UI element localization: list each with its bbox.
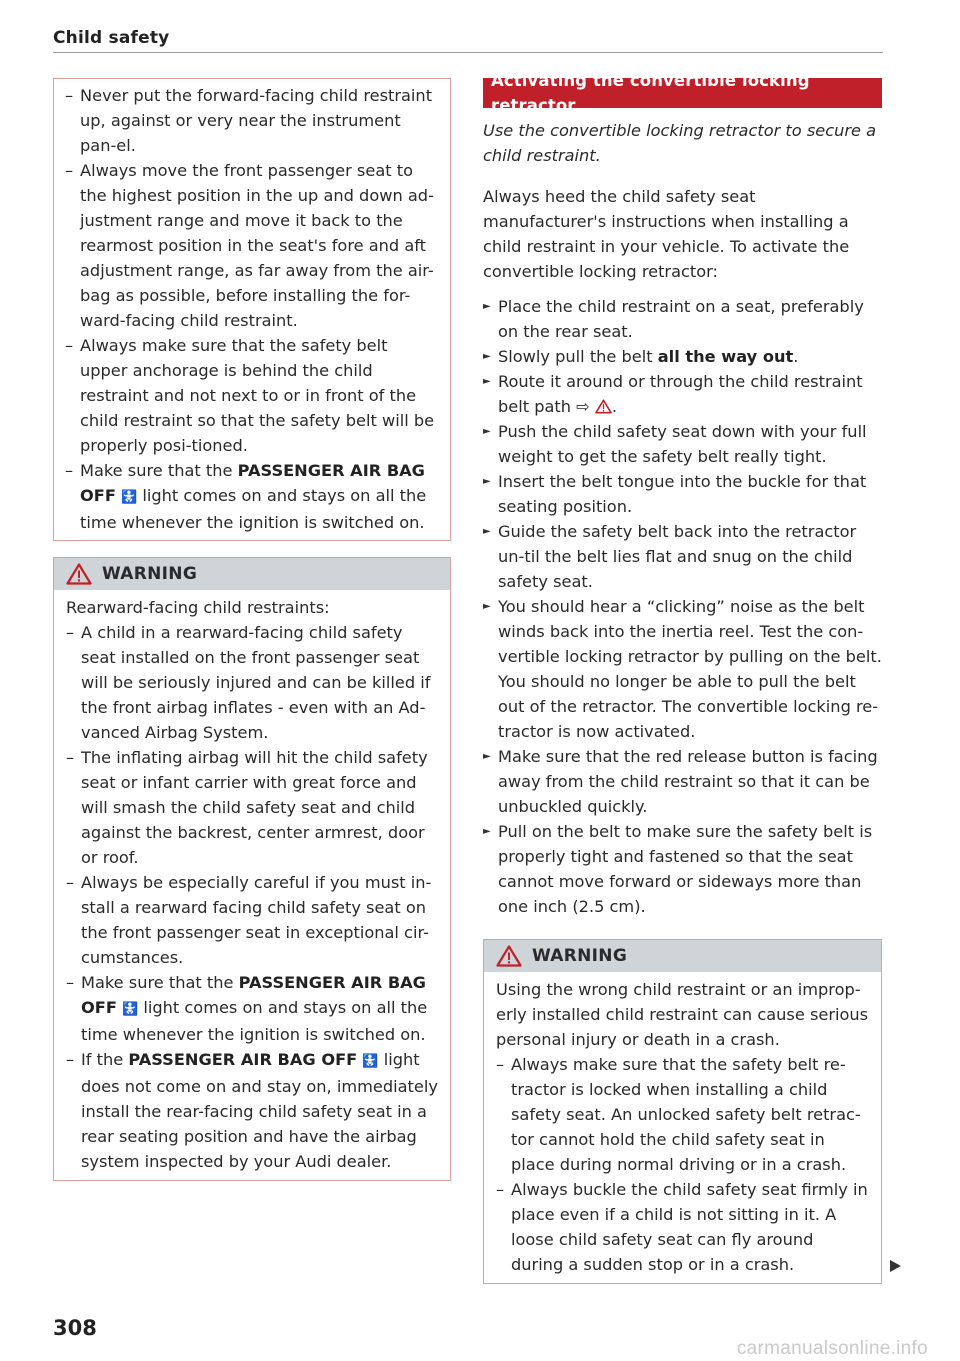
warning-header (54, 558, 450, 590)
watermark: carmanualsonline.info (736, 1338, 928, 1359)
step-item: ► Pull on the belt to make sure the safety belt is properly tight and fastened so that the seat cannot move forward or sideways more than one inch (2.5 cm). (483, 819, 882, 919)
list-item: – Always make sure that the safety belt re-tractor is locked when installing a child safety seat. An unlocked safety belt retrac-tor cannot hold the child safety seat in place during normal driving or in a crash. (496, 1052, 869, 1177)
left-column (53, 78, 451, 1181)
list-item: – Always buckle the child safety seat firmly in place even if a child is not sitting in it. A loose child safety seat can fly around during a sudden stop or in a crash. (496, 1177, 869, 1277)
step-item: ► Push the child safety seat down with your full weight to get the safety belt really tight. (483, 419, 882, 469)
warning-intro: Rearward-facing child restraints: (66, 598, 330, 617)
airbag-off-label: PASSENGER AIR BAG OFF (128, 1050, 358, 1069)
list-item: – Never put the forward-facing child restraint up, against or very near the instrument pan-el. (65, 83, 438, 158)
section-intro: Use the convertible locking retractor to secure a child restraint. (483, 121, 877, 165)
airbag-off-label: PASSENGER AIR BAG OFF (80, 461, 425, 505)
airbag-off-label: PASSENGER AIR BAG OFF (81, 973, 426, 1017)
step-item: ► Make sure that the red release button is facing away from the child restraint so that it can be unbuckled quickly. (483, 744, 882, 819)
list-item: – Always make sure that the safety belt upper anchorage is behind the child restraint and not next to or in front of the child restraint so that the safety belt will be properly posi-tioned. (65, 333, 438, 458)
warning-intro: Using the wrong child restraint or an improp-erly installed child restraint can cause serious personal injury or death in a crash. (496, 980, 869, 1049)
airbag-off-icon: 🚼 (121, 490, 138, 505)
list-item: – Always be especially careful if you must in-stall a rearward facing child safety seat on the front passenger seat in exceptional cir-cumstances. (66, 870, 438, 970)
step-item: ► Insert the belt tongue into the buckle for that seating position. (483, 469, 882, 519)
warning-header (484, 940, 881, 972)
step-item: ► Route it around or through the child restraint belt path ⇨ . (483, 369, 882, 419)
page-number: 308 (53, 1316, 97, 1340)
warning-list (66, 620, 438, 1174)
step-item: ► Slowly pull the belt all the way out. (483, 344, 882, 369)
list-item: – Make sure that the PASSENGER AIR BAG OFF 🚼 light comes on and stays on all the time whenever the ignition is switched on. (66, 970, 438, 1047)
warning-triangle-icon[interactable] (595, 399, 612, 414)
warning-body (54, 590, 450, 1180)
warning-triangle-icon (496, 945, 522, 967)
list-item: – Always move the front passenger seat to the highest position in the up and down ad-justment range and move it back to the rearmost position in the seat's fore and aft adjustment range, as far away from the air-bag as possible, before installing the for-ward-facing child restraint. (65, 158, 438, 333)
continue-arrow-icon (888, 1259, 902, 1273)
page-header-title: Child safety (53, 28, 170, 48)
warning-list (496, 1052, 869, 1277)
warning-list (65, 83, 438, 535)
warning-box-right (483, 939, 882, 1284)
airbag-off-icon: 🚼 (362, 1054, 379, 1069)
instruction-paragraph: Always heed the child safety seat manufacturer's instructions when installing a child restraint in your vehicle. To activate the convertible locking retractor: (483, 187, 850, 281)
airbag-off-icon: 🚼 (122, 1002, 139, 1017)
cross-reference-arrow-icon[interactable]: ⇨ (576, 397, 590, 416)
step-item: ► Guide the safety belt back into the retractor un-til the belt lies flat and snug on the child safety seat. (483, 519, 882, 594)
list-item: – A child in a rearward-facing child safety seat installed on the front passenger seat will be seriously injured and can be killed if the front airbag inflates - even with an Ad-vanced Airbag System. (66, 620, 438, 745)
section-title: Activating the convertible locking retractor (483, 78, 882, 108)
header-divider (53, 52, 883, 53)
step-item: ► You should hear a “clicking” noise as the belt winds back into the inertia reel. Test the con-vertible locking retractor by pulling on the belt. You should no longer be able to pull the belt out of the retractor. The convertible locking re-tractor is now activated. (483, 594, 882, 744)
warning-box-left (53, 557, 451, 1181)
list-item: – The inflating airbag will hit the child safety seat or infant carrier with great force and will smash the child safety seat and child against the backrest, center armrest, door or roof. (66, 745, 438, 870)
warning-body (484, 972, 881, 1283)
step-item: ► Place the child restraint on a seat, preferably on the rear seat. (483, 294, 882, 344)
step-list (483, 294, 882, 919)
continued-warning-box (53, 78, 451, 541)
warning-title: WARNING (532, 945, 628, 966)
right-column (483, 71, 882, 1284)
warning-triangle-icon (66, 563, 92, 585)
warning-title: WARNING (102, 563, 198, 584)
list-item: – Make sure that the PASSENGER AIR BAG OFF 🚼 light comes on and stays on all the time whenever the ignition is switched on. (65, 458, 438, 535)
list-item: – If the PASSENGER AIR BAG OFF 🚼 light does not come on and stay on, immediately install the rear-facing child safety seat in a rear seating position and have the airbag system inspected by your Audi dealer. (66, 1047, 438, 1174)
